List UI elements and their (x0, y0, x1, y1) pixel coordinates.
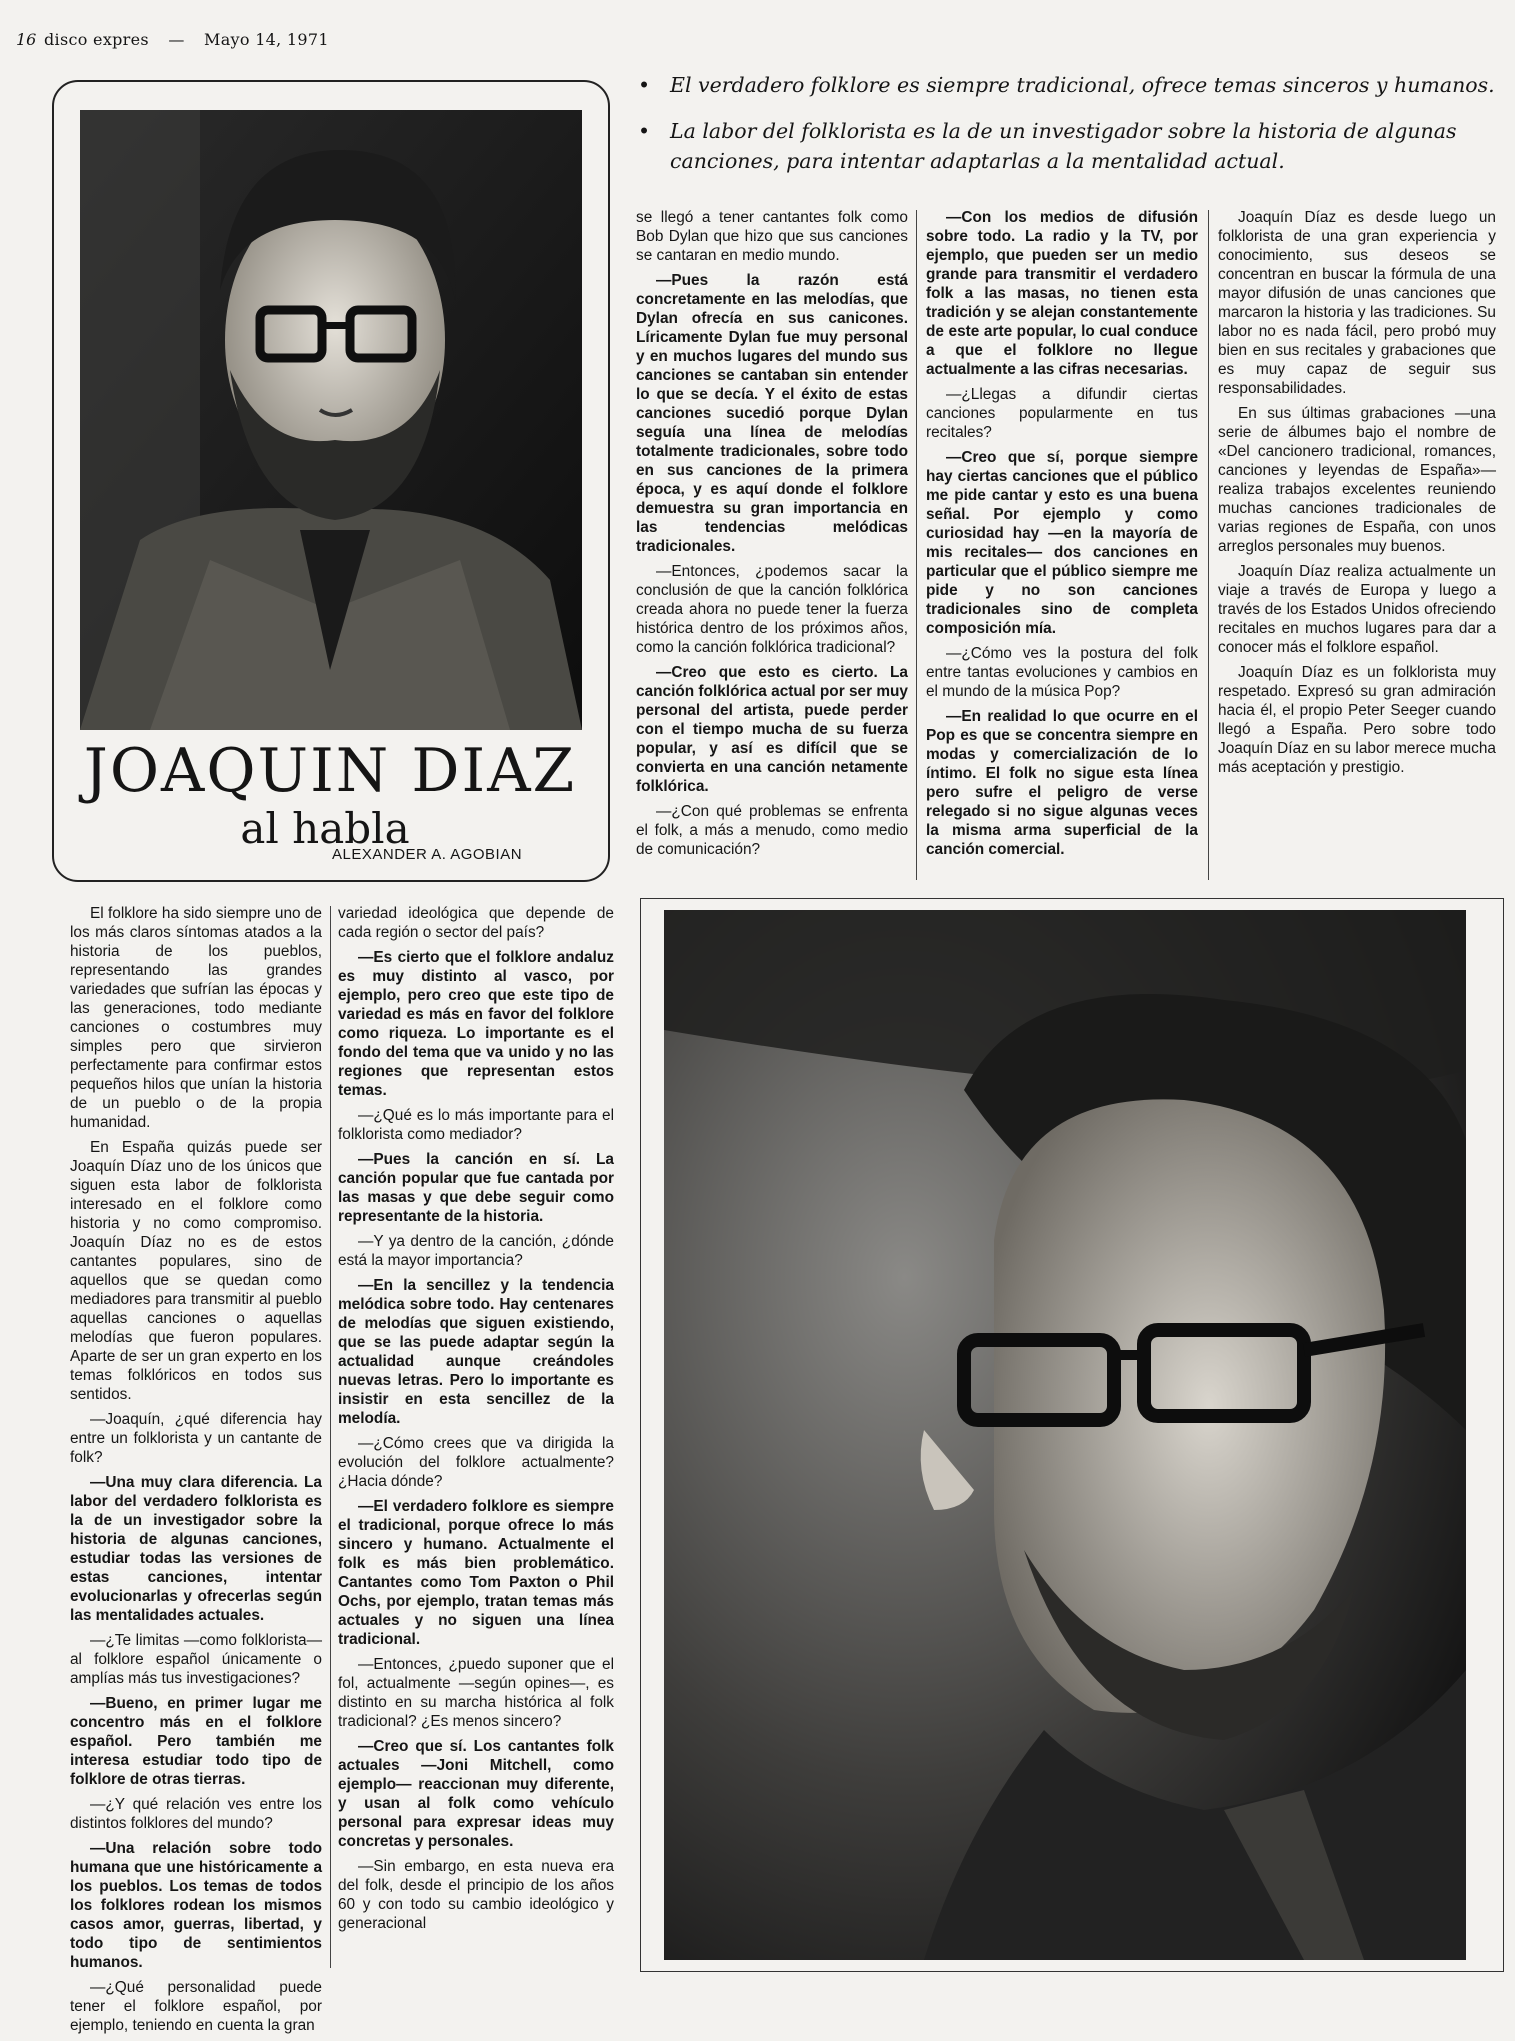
article-paragraph: Joaquín Díaz es desde luego un folklorista de una gran experiencia y conocimiento, sus deseos se concentran en buscar la fórmula de una mayor difusión de unas canciones que marcaron la historia y las tradiciones. Su labor no es nada fácil, pero probó muy bien en sus recitales y grabaciones que es muy capaz de seguir sus responsabilidades. (1218, 209, 1496, 397)
pull-quote-1 (632, 70, 1500, 100)
pull-quote-2 (632, 116, 1500, 176)
interview-answer: —Creo que esto es cierto. La canción folklórica actual por ser muy personal del artista, puede perder con el tiempo mucha de su fuerza popular, y así es difícil que se convierta en una canción netamente folklórica. (636, 664, 908, 795)
header-dash: — (168, 30, 185, 49)
publication-name: disco expres (44, 30, 149, 49)
portrait-photo (80, 110, 582, 730)
column-divider (330, 906, 331, 1968)
profile-photo (664, 910, 1466, 1960)
article-paragraph: se llegó a tener cantantes folk como Bob Dylan que hizo que sus canciones se cantaran en medio mundo. (636, 209, 908, 264)
interview-answer: —En la sencillez y la tendencia melódica sobre todo. Hay centenares de melodías que siguen existiendo, que se las puede adaptar según la actualidad aunque creándoles nuevas letras. Pero lo importante es insistir en esta sencillez de la melodía. (338, 1277, 614, 1427)
issue-date: Mayo 14, 1971 (204, 30, 329, 49)
interview-answer: —Una muy clara diferencia. La labor del verdadero folklorista es la de un investigador sobre la historia de algunas canciones, estudiar todas las versiones de estas canciones, intentar evolucionarlas y ofrecerlas según las mentalidades actuales. (70, 1474, 322, 1624)
headline-title: JOAQUIN DIAZ (83, 736, 577, 806)
article-paragraph: —¿Y qué relación ves entre los distintos folklores del mundo? (70, 1796, 322, 1832)
article-paragraph: —¿Llegas a difundir ciertas canciones popularmente en tus recitales? (926, 386, 1198, 441)
article-paragraph: Joaquín Díaz realiza actualmente un viaje a través de Europa y luego a través de los Estados Unidos ofreciendo recitales en muchos lugares para dar a conocer más el folklore español. (1218, 563, 1496, 656)
headline-subtitle: al habla (240, 804, 410, 853)
interview-answer: —Pues la canción en sí. La canción popular que fue cantada por las masas y que debe seguir como representante de la historia. (338, 1151, 614, 1225)
article-paragraph: En España quizás puede ser Joaquín Díaz uno de los únicos que siguen esta labor de folklorista interesado en el folklore como historia y no como compromiso. Joaquín Díaz no es de estos cantantes populares, sino de aquellos que se quedan como mediadores para transmitir al pueblo aquellas canciones o aquellas melodías que fueron populares. Aparte de ser un gran experto en los temas folklóricos en todos sus sentidos. (70, 1139, 322, 1403)
page-number: 16 (16, 30, 37, 49)
article-paragraph: El folklore ha sido siempre uno de los más claros síntomas atados a la historia de los pueblos, representando las grandes variedades que sufrían las épocas y las generaciones, todo mediante canciones o costumbres muy simples pero que sirvieron perfectamente para confirmar estos pequeños hilos que unían la historia de un pueblo o de la propia humanidad. (70, 905, 322, 1131)
interview-answer: —Bueno, en primer lugar me concentro más en el folklore español. Pero también me interesa estudiar todo tipo de folklore de otras tierras. (70, 1695, 322, 1788)
interview-answer: —Creo que sí. Los cantantes folk actuales —Joni Mitchell, como ejemplo— reaccionan muy diferente, y usan al folk como vehículo personal para expresar ideas muy concretas y personales. (338, 1738, 614, 1850)
column-divider (916, 210, 917, 880)
article-paragraph: variedad ideológica que depende de cada región o sector del país? (338, 905, 614, 941)
article-column-5 (338, 904, 614, 1939)
article-paragraph: —Sin embargo, en esta nueva era del folk, desde el principio de los años 60 y con todo su cambio ideológico y generacional (338, 1858, 614, 1932)
interview-answer: —Pues la razón está concretamente en las melodías, que Dylan ofrecía en sus canicones. Líricamente Dylan fue muy personal y en muchos lugares del mundo sus canciones se cantaban sin entender lo que se decía. Y el éxito de estas canciones sucedió porque Dylan seguía una línea de melodías totalmente tradicionales, sobre todo en sus canciones de la primera época, y es aquí donde el folklore demuestra su gran importancia en las tendencias melódicas tradicionales. (636, 272, 908, 555)
article-paragraph: —Entonces, ¿puedo suponer que el fol, actualmente —según opines—, es distinto en su marcha histórica al folk tradicional? ¿Es menos sincero? (338, 1656, 614, 1730)
article-column-3 (1218, 208, 1496, 783)
interview-answer: —Con los medios de difusión sobre todo. La radio y la TV, por ejemplo, que pueden ser un medio grande para transmitir el verdadero folk a las masas, no tienen esta tradición y se alejan constantemente de este arte popular, lo cual conduce a que el folklore no llegue actualmente a las cifras necesarias. (926, 209, 1198, 378)
article-paragraph: —Joaquín, ¿qué diferencia hay entre un folklorista y un cantante de folk? (70, 1411, 322, 1466)
article-column-4 (70, 904, 322, 2041)
article-paragraph: —¿Qué personalidad puede tener el folklore español, por ejemplo, teniendo en cuenta la gran (70, 1979, 322, 2034)
article-paragraph: —¿Qué es lo más importante para el folklorista como mediador? (338, 1107, 614, 1143)
interview-answer: —El verdadero folklore es siempre el tradicional, porque ofrece lo más sincero y humano. Actualmente el folk es más bien problemático. Cantantes como Tom Paxton o Phil Ochs, por ejemplo, tratan temas más actuales y no siguen una línea tradicional. (338, 1498, 614, 1648)
article-paragraph: —¿Cómo ves la postura del folk entre tantas evoluciones y cambios en el mundo de la música Pop? (926, 645, 1198, 700)
article-paragraph: En sus últimas grabaciones —una serie de álbumes bajo el nombre de «Del cancionero tradicional, romances, canciones y leyendas de España»— realiza trabajos excelentes reuniendo muchas canciones tradicionales de varias regiones de España, con unos arreglos personales muy buenos. (1218, 405, 1496, 555)
article-paragraph: Joaquín Díaz es un folklorista muy respetado. Expresó su gran admiración hacia él, el propio Peter Seeger cuando llegó a España. Pero sobre todo Joaquín Díaz en su labor merece mucha más aceptación y prestigio. (1218, 664, 1496, 776)
interview-answer: —Creo que sí, porque siempre hay ciertas canciones que el público me pide cantar y esto es una buena señal. Por ejemplo y como curiosidad hay —en la mayoría de mis recitales— dos canciones en particular que el público siempre me pide y no son canciones tradicionales sino de completa composición mía. (926, 449, 1198, 637)
article-paragraph: —Y ya dentro de la canción, ¿dónde está la mayor importancia? (338, 1233, 614, 1269)
interview-answer: —Una relación sobre todo humana que une históricamente a los pueblos. Los temas de todos los folklores rodean los mismos casos amor, guerras, libertad, y todo tipo de sentimientos humanos. (70, 1840, 322, 1971)
article-column-1 (636, 208, 908, 865)
byline: ALEXANDER A. AGOBIAN (332, 846, 523, 863)
article-paragraph: —Entonces, ¿podemos sacar la conclusión de que la canción folklórica creada ahora no puede tener la fuerza histórica dentro de los próximos años, como la canción folklórica tradicional? (636, 563, 908, 656)
article-paragraph: —¿Te limitas —como folklorista— al folklore español únicamente o amplías más tus investigaciones? (70, 1632, 322, 1687)
interview-answer: —En realidad lo que ocurre en el Pop es que se concentra siempre en modas y comercialización de lo íntimo. El folk no sigue esta línea pero sufre el peligro de verse relegado si no sigue algunas veces la misma arma superficial de la canción comercial. (926, 708, 1198, 858)
pull-quote-text: El verdadero folklore es siempre tradicional, ofrece temas sinceros y humanos. (670, 73, 1495, 97)
bullet-dot: • (638, 119, 651, 143)
bullet-dot: • (638, 73, 651, 97)
article-column-2 (926, 208, 1198, 865)
column-divider (1208, 210, 1209, 880)
page-header (44, 30, 343, 49)
pull-quotes (632, 70, 1500, 192)
pull-quote-text: La labor del folklorista es la de un investigador sobre la historia de algunas canciones, para intentar adaptarlas a la mentalidad actual. (670, 119, 1457, 173)
article-paragraph: —¿Cómo crees que va dirigida la evolución del folklore actualmente? ¿Hacia dónde? (338, 1435, 614, 1490)
article-paragraph: —¿Con qué problemas se enfrenta el folk, a más a menudo, como medio de comunicación? (636, 803, 908, 858)
interview-answer: —Es cierto que el folklore andaluz es muy distinto al vasco, por ejemplo, pero creo que este tipo de variedad es más en favor del folklore como riqueza. Lo importante es el fondo del tema que va unido y no las regiones que representan estos temas. (338, 949, 614, 1099)
